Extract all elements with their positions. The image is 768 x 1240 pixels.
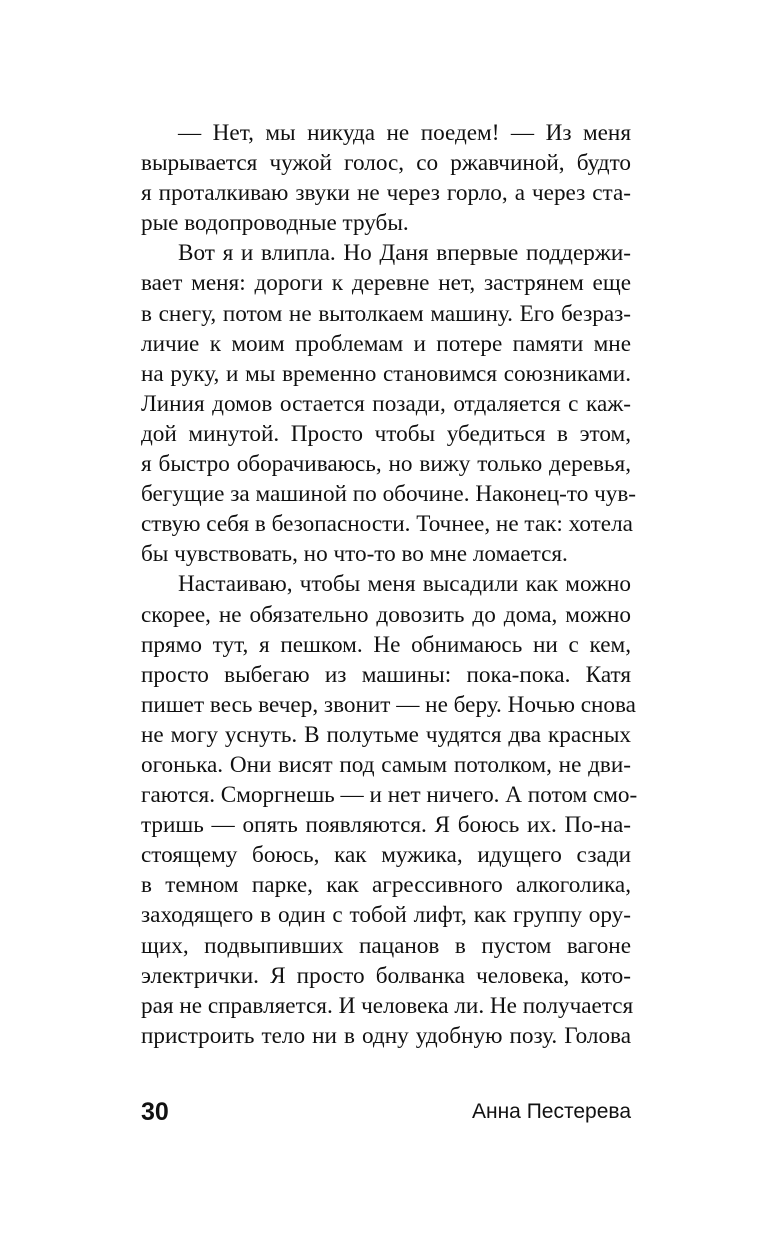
text-line: щих, подвыпивших пацанов в пустом вагоне bbox=[141, 932, 631, 959]
text-line: Вот я и влипла. Но Даня впервые поддержи- bbox=[178, 240, 631, 267]
text-line: в снегу, потом не вытолкаем машину. Его безраз- bbox=[141, 300, 631, 327]
text-line: рые водопроводные трубы. bbox=[141, 210, 409, 237]
text-line: Настаиваю, чтобы меня высадили как можно bbox=[178, 571, 631, 598]
text-line: рая не справляется. И человека ли. Не получается bbox=[141, 992, 634, 1019]
text-line: бы чувствовать, но что-то во мне ломается. bbox=[141, 541, 568, 568]
text-line: пишет весь вечер, звонит — не беру. Ночью снова bbox=[141, 691, 636, 718]
body-text bbox=[141, 118, 638, 1051]
text-line: скорее, не обязательно довозить до дома, можно bbox=[141, 601, 631, 628]
text-line: вает меня: дороги к деревне нет, застрянем еще bbox=[141, 270, 631, 297]
text-line: стоящему боюсь, как мужика, идущего сзади bbox=[141, 842, 631, 869]
text-line: личие к моим проблемам и потере памяти мне bbox=[141, 330, 631, 357]
text-line: заходящего в один с тобой лифт, как группу ору- bbox=[141, 902, 631, 929]
text-line: бегущие за машиной по обочине. Наконец-то чув- bbox=[141, 481, 637, 508]
text-line: гаются. Сморгнешь — и нет ничего. А потом смо- bbox=[141, 782, 638, 809]
text-line: дой минутой. Просто чтобы убедиться в этом, bbox=[141, 420, 631, 447]
text-line: Линия домов остается позади, отдаляется с каж- bbox=[141, 390, 631, 417]
text-line: вырывается чужой голос, со ржавчиной, будто bbox=[141, 150, 631, 177]
page-footer bbox=[141, 1097, 631, 1127]
text-line: — Нет, мы никуда не поедем! — Из меня bbox=[178, 120, 631, 146]
page-number: 30 bbox=[141, 1098, 169, 1126]
text-line: тришь — опять появляются. Я боюсь их. По-на- bbox=[141, 812, 631, 839]
text-line: электрички. Я просто болванка человека, кото- bbox=[141, 962, 631, 989]
text-line: огонька. Они висят под самым потолком, не дви- bbox=[141, 751, 631, 778]
text-line: я проталкиваю звуки не через горло, а через ста- bbox=[141, 180, 631, 207]
text-line: просто выбегаю из машины: пока-пока. Катя bbox=[141, 661, 631, 688]
text-line: на руку, и мы временно становимся союзниками. bbox=[141, 360, 631, 387]
text-line: пристроить тело ни в одну удобную позу. Голова bbox=[141, 1022, 631, 1049]
text-line: я быстро оборачиваюсь, но вижу только деревья, bbox=[141, 451, 631, 478]
author-name: Анна Пестерева bbox=[471, 1100, 631, 1123]
text-line: прямо тут, я пешком. Не обнимаюсь ни с кем, bbox=[141, 631, 631, 658]
text-line: ствую себя в безопасности. Точнее, не так: хотела bbox=[141, 511, 633, 538]
text-line: не могу уснуть. В полутьме чудятся два красных bbox=[141, 721, 631, 748]
text-line: в темном парке, как агрессивного алкоголика, bbox=[141, 872, 631, 899]
